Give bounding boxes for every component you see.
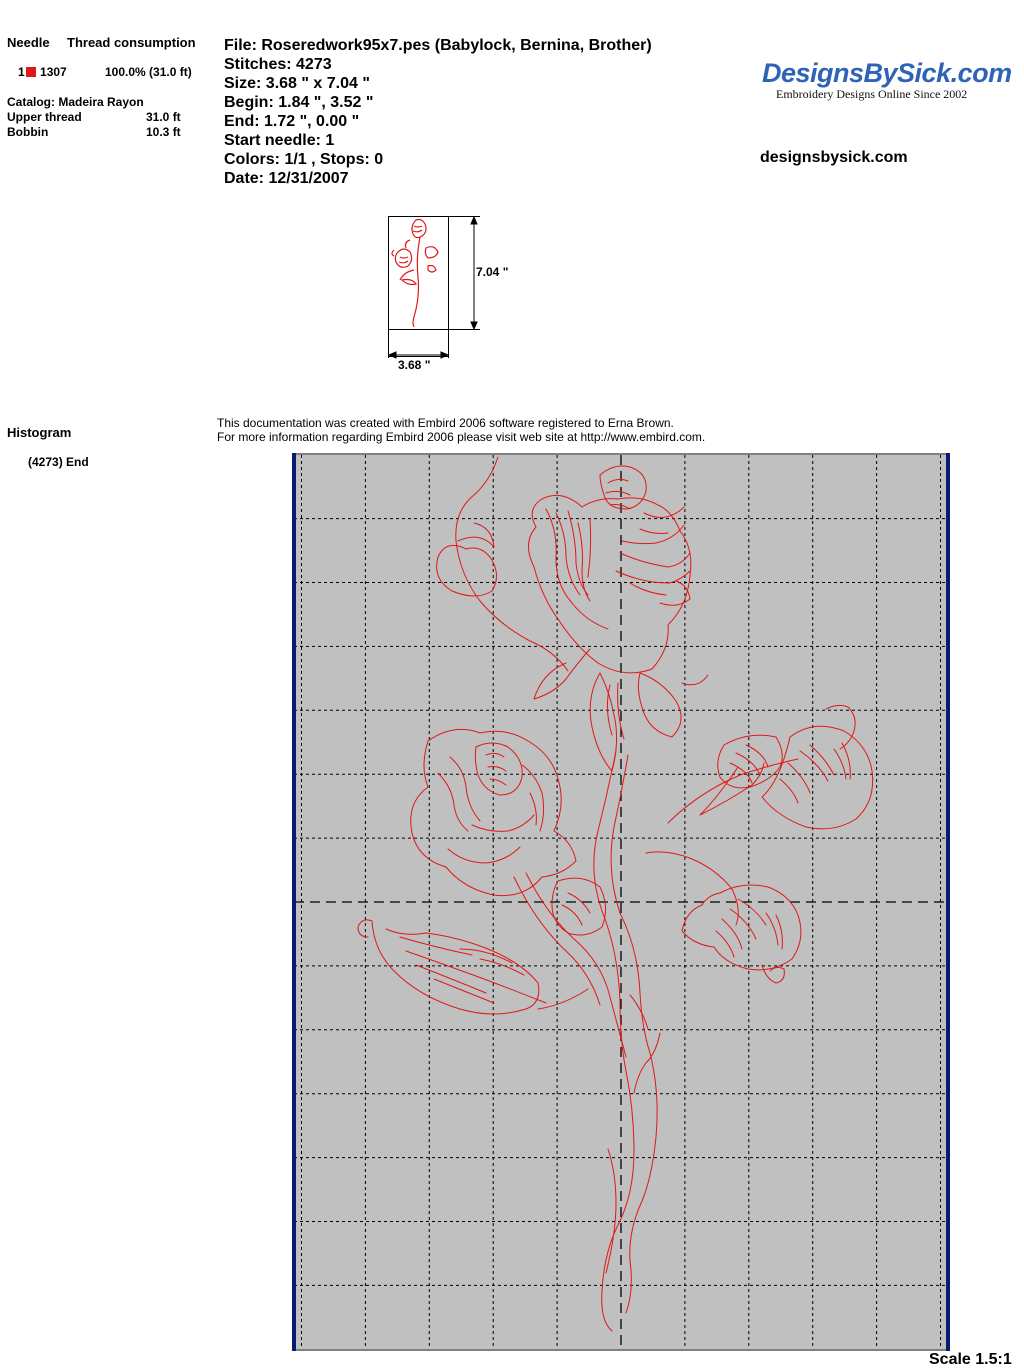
histogram-entry: (4273) End [28, 455, 89, 469]
end-position: End: 1.72 ", 0.00 " [224, 113, 360, 130]
histogram-title: Histogram [7, 425, 72, 440]
begin-position: Begin: 1.84 ", 3.52 " [224, 94, 374, 111]
software-note-line1: This documentation was created with Embird 2006 software registered to Erna Brown. [217, 416, 674, 430]
design-thumbnail [380, 210, 530, 380]
thread-row [18, 65, 67, 79]
software-note [217, 416, 705, 444]
upper-thread-value: 31.0 ft [146, 110, 181, 124]
software-note-line2: For more information regarding Embird 2006 please visit web site at http://www.embird.com. [217, 430, 706, 444]
catalog-label: Catalog: Madeira Rayon [7, 95, 144, 109]
thread-color-swatch [26, 67, 36, 77]
file-name: File: Roseredwork95x7.pes (Babylock, Bernina, Brother) [224, 37, 652, 54]
upper-thread-label: Upper thread [7, 110, 82, 124]
stitch-count: Stitches: 4273 [224, 56, 332, 73]
bobbin-value: 10.3 ft [146, 125, 181, 139]
hoop-preview [290, 453, 952, 1351]
brand-logo [762, 58, 1012, 89]
thread-color-code: 1307 [40, 65, 67, 79]
logo-tagline: Embroidery Designs Online Since 2002 [776, 87, 968, 101]
scale-label: Scale 1.5:1 [929, 1351, 1012, 1368]
thread-consumption-value: 100.0% (31.0 ft) [105, 65, 192, 79]
start-needle: Start needle: 1 [224, 132, 335, 149]
bobbin-label: Bobbin [7, 125, 49, 139]
colors-stops: Colors: 1/1 , Stops: 0 [224, 151, 384, 168]
needle-number: 1 [18, 65, 25, 79]
logo-text: DesignsBySick.com [762, 58, 1012, 88]
design-size: Size: 3.68 " x 7.04 " [224, 75, 370, 92]
thumbnail-height-label: 7.04 " [476, 265, 509, 279]
needle-header: Needle [7, 35, 50, 50]
design-info [224, 36, 652, 188]
website-text: designsbysick.com [760, 149, 908, 166]
thread-consumption-header: Thread consumption [67, 35, 196, 50]
thumbnail-width-label: 3.68 " [398, 358, 431, 372]
design-date: Date: 12/31/2007 [224, 170, 349, 187]
